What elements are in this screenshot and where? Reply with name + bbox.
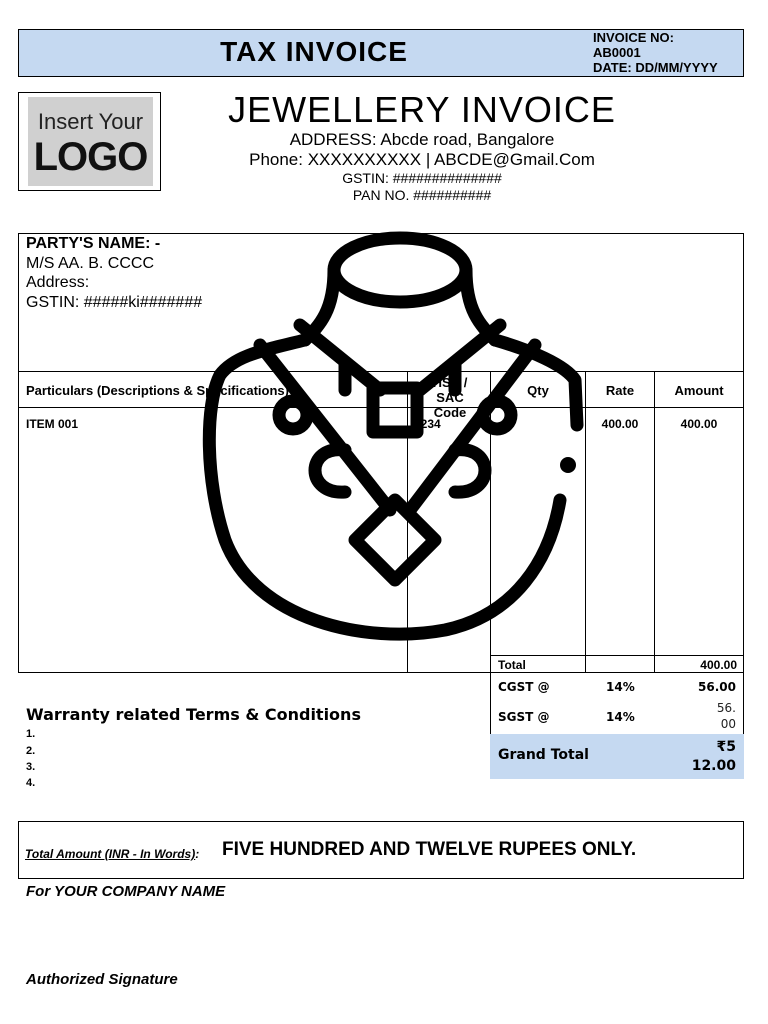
- sgst-label: SGST @: [498, 710, 550, 724]
- for-company-name: For YOUR COMPANY NAME: [26, 883, 226, 900]
- company-pan: PAN NO. ##########: [352, 187, 492, 203]
- header-hsn-line2: SAC Code: [433, 390, 467, 420]
- invoice-no: AB0001: [593, 45, 641, 60]
- party-and-items-box: [18, 233, 744, 673]
- cgst-rate: 14%: [606, 680, 635, 694]
- words-label-wrap: [25, 845, 199, 863]
- sgst-value-line1: 56.: [716, 701, 736, 715]
- words-value: FIVE HUNDRED AND TWELVE RUPEES ONLY.: [222, 839, 637, 860]
- header-amount: Amount: [674, 383, 724, 398]
- sgst-value-line2: 00: [720, 717, 736, 731]
- header-hsn-line1: HSN /: [432, 375, 468, 390]
- warranty-item: 2.: [26, 745, 36, 757]
- cell-hsn: 1234: [414, 417, 441, 431]
- warranty-title: Warranty related Terms & Conditions: [26, 705, 361, 724]
- company-address: ADDRESS: Abcde road, Bangalore: [289, 130, 555, 149]
- authorized-signature: Authorized Signature: [26, 971, 178, 988]
- cell-rate: 400.00: [601, 417, 639, 431]
- logo-frame: [18, 92, 161, 191]
- sgst-rate: 14%: [606, 710, 635, 724]
- cgst-label: CGST @: [498, 680, 550, 694]
- invoice-header-bar: [18, 29, 744, 77]
- company-gstin: GSTIN: ##############: [342, 170, 502, 186]
- grand-total-value: [655, 738, 736, 776]
- company-block: [172, 90, 672, 204]
- total-value: 400.00: [700, 658, 737, 672]
- company-name: JEWELLERY INVOICE: [228, 89, 616, 130]
- grand-total-label: Grand Total: [498, 747, 589, 763]
- header-hsn: [420, 375, 480, 420]
- words-colon: :: [195, 847, 200, 861]
- sgst-value: [655, 700, 736, 732]
- invoice-no-label: INVOICE NO:: [593, 30, 674, 45]
- cell-particulars: ITEM 001: [26, 417, 79, 431]
- invoice-date: DATE: DD/MM/YYYY: [593, 60, 718, 75]
- logo-line1: Insert Your: [37, 109, 144, 134]
- party-address: Address:: [26, 274, 90, 291]
- logo-placeholder: [28, 97, 153, 186]
- invoice-meta: [593, 30, 718, 75]
- party-name: M/S AA. B. CCCC: [26, 255, 155, 272]
- words-label: Total Amount (INR - In Words): [25, 847, 196, 861]
- party-label: PARTY'S NAME: -: [26, 235, 161, 252]
- total-row-top-line: [490, 655, 744, 656]
- col-divider-qty: [490, 371, 491, 779]
- warranty-item: 1.: [26, 728, 36, 740]
- table-header-top-line: [18, 371, 744, 372]
- grand-total-value-line2: 12.00: [691, 758, 736, 774]
- col-divider-hsn: [407, 371, 408, 673]
- header-rate: Rate: [605, 383, 635, 398]
- party-gstin: GSTIN: #####ki#######: [26, 294, 203, 311]
- header-qty: Qty: [527, 383, 549, 398]
- amount-in-words-box: [18, 821, 744, 879]
- warranty-item: 4.: [26, 777, 36, 789]
- cell-amount: 400.00: [680, 417, 718, 431]
- logo-line2: LOGO: [33, 135, 148, 179]
- total-label: Total: [498, 658, 526, 672]
- document-title: TAX INVOICE: [220, 36, 408, 67]
- cgst-value: 56.00: [698, 680, 736, 694]
- warranty-item: 3.: [26, 761, 36, 773]
- grand-total-value-line1: ₹5: [716, 739, 736, 755]
- company-phone: Phone: XXXXXXXXXX | ABCDE@Gmail.Com: [249, 150, 595, 169]
- table-header-bottom-line: [18, 407, 744, 408]
- header-particulars: Particulars (Descriptions & Specifications): [26, 383, 289, 398]
